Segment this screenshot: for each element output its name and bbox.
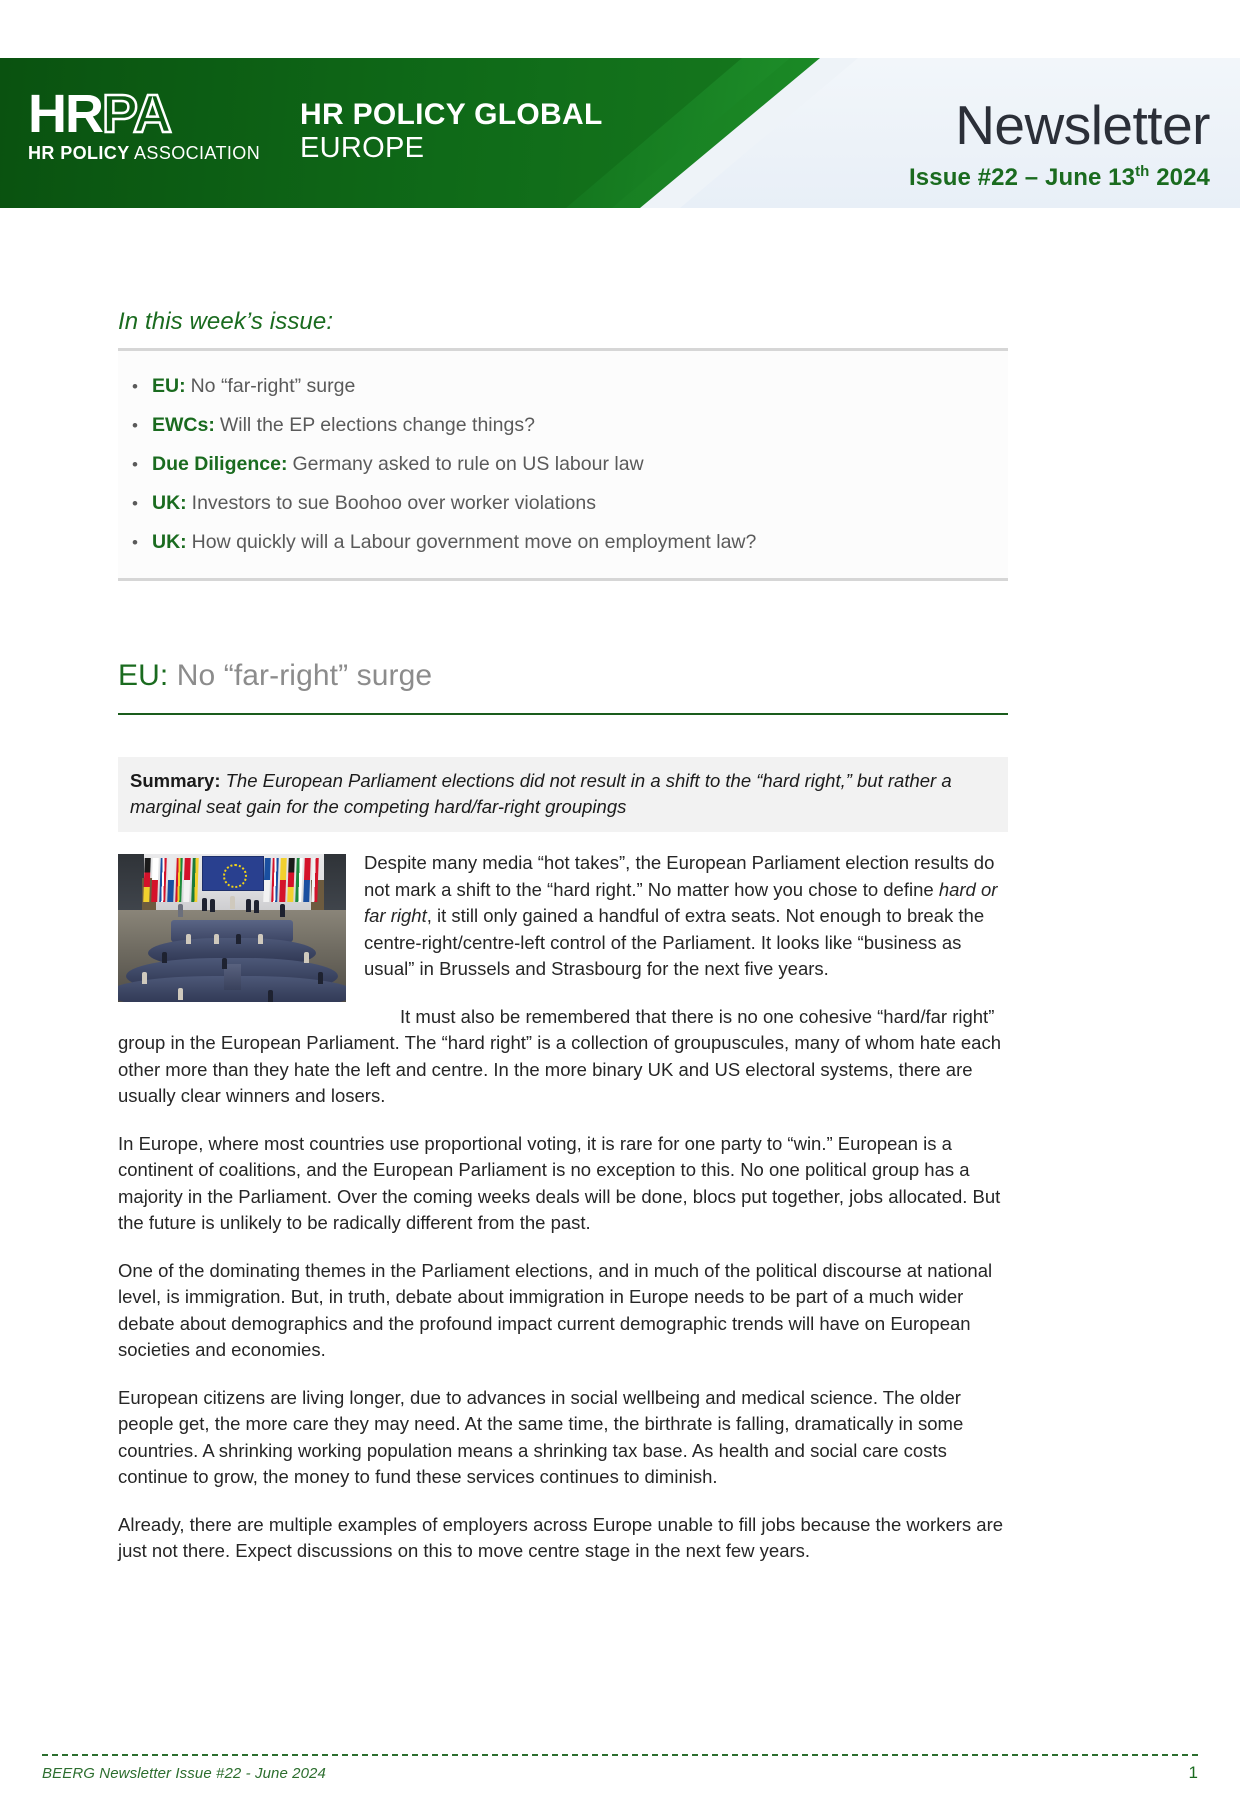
list-item-text: No “far-right” surge <box>190 375 356 397</box>
bullet-icon: • <box>132 494 138 513</box>
list-item-label: UK: <box>152 531 187 553</box>
bullet-icon: • <box>132 416 138 435</box>
paragraph-1-part-b: , it still only gained a handful of extra seats. Not enough to break the centre-right/centre-left control of the Parliament. It looks like “business as usual” in Brussels and Strasbourg for the next five years. <box>364 905 985 979</box>
list-item-label: Due Diligence: <box>152 453 288 475</box>
list-item-label: EU: <box>152 375 186 397</box>
bullet-icon: • <box>132 533 138 552</box>
page-footer <box>42 1754 1198 1783</box>
hr-policy-global-lockup <box>300 98 603 164</box>
eu-stars-icon <box>223 864 247 888</box>
article-divider <box>118 713 1008 715</box>
list-item[interactable] <box>118 406 1008 445</box>
photo-figure <box>222 958 227 969</box>
hrpa-logo <box>28 86 260 164</box>
photo-figure <box>268 990 273 1002</box>
european-parliament-photo <box>118 854 346 1002</box>
list-item-label: EWCs: <box>152 414 215 436</box>
summary-text: The European Parliament elections did not result in a shift to the “hard right,” but rather a marginal seat gain for the competing hard/far-right groupings <box>130 770 952 817</box>
photo-figure <box>178 904 183 917</box>
photo-national-flags-left <box>144 858 202 904</box>
photo-figure <box>210 899 215 912</box>
list-item-text: Germany asked to rule on US labour law <box>292 453 644 475</box>
footer-divider <box>42 1754 1198 1756</box>
summary-label: Summary: <box>130 770 221 791</box>
article-summary <box>118 757 1008 832</box>
photo-figure <box>304 952 309 963</box>
hrpa-logo-subtitle <box>28 143 260 164</box>
footer-row <box>42 1763 1198 1783</box>
photo-figure <box>258 934 263 944</box>
photo-figure <box>280 904 285 917</box>
hrpa-logo-subtitle-light: ASSOCIATION <box>129 143 261 163</box>
list-item-text: Will the EP elections change things? <box>219 414 535 436</box>
photo-figure <box>230 896 235 909</box>
photo-figure <box>236 934 241 944</box>
article-paragraph-5: European citizens are living longer, due to advances in social wellbeing and medical science. The older people get, the more care they may need. At the same time, the birthrate is falling, dramatically in some countries. A shrinking working population means a shrinking tax base. As health and social care costs continue to grow, the money to fund these services continues to diminish. <box>118 1386 964 1487</box>
photo-figure <box>186 934 191 944</box>
article-paragraph-2: It must also be remembered that there is no one cohesive “hard/far right” group in the European Parliament. The “hard right” is a collection of groupuscules, many of whom hate each other more than they hate the left and centre. In the more binary UK and US electoral systems, there are usually clear winners and losers. <box>118 1005 1002 1106</box>
bullet-icon: • <box>132 455 138 474</box>
footer-text: BEERG Newsletter Issue #22 - June 2024 <box>42 1765 326 1782</box>
issue-line <box>730 158 1210 192</box>
contents-heading: In this week’s issue: <box>118 308 334 335</box>
photo-figure <box>202 898 207 911</box>
page-number: 1 <box>1188 1763 1198 1782</box>
list-item[interactable] <box>118 484 1008 523</box>
hrpa-logo-subtitle-bold: HR POLICY <box>28 143 130 163</box>
page-content <box>118 308 1008 1586</box>
list-item-text: Investors to sue Boohoo over worker violations <box>191 492 596 514</box>
hrpa-logo-mark <box>28 86 260 142</box>
photo-figure <box>214 934 219 944</box>
photo-figure <box>162 952 167 963</box>
list-item-text: How quickly will a Labour government move on employment law? <box>191 531 757 553</box>
list-item[interactable] <box>118 523 1008 562</box>
article-paragraph-3: In Europe, where most countries use proportional voting, it is rare for one party to “win.” European is a continent of coalitions, and the European Parliament is no exception to this. No one political group has a majority in the Parliament. Over the coming weeks deals will be done, blocs put together, jobs allocated. But the future is unlikely to be radically different from the past. <box>118 1132 1001 1233</box>
newsletter-masthead <box>730 94 1210 192</box>
article-body <box>118 850 1008 1586</box>
list-item-label: UK: <box>152 492 187 514</box>
photo-figure <box>254 900 259 913</box>
article-title <box>118 659 1008 693</box>
issue-ordinal-suffix: th <box>1135 163 1150 180</box>
eu-flag-banner <box>202 856 264 891</box>
page-title: Newsletter <box>955 94 1210 156</box>
photo-wall-dark-left <box>118 854 144 916</box>
photo-figure <box>246 899 251 912</box>
list-item[interactable] <box>118 367 1008 406</box>
list-item[interactable] <box>118 445 1008 484</box>
paragraph-1-emphasis: hard or far right <box>364 878 998 926</box>
contents-list <box>118 367 1008 562</box>
article-header <box>118 659 1008 715</box>
hrpa-logo-hr: HR <box>28 84 102 144</box>
hr-policy-global-line2: EUROPE <box>300 132 425 164</box>
photo-figure <box>142 972 147 984</box>
paragraph-1-part-a: Despite many media “hot takes”, the European Parliament election results do not mark a shift to the “hard right.” No matter how you chose to define <box>364 852 995 900</box>
page-header <box>0 58 1240 208</box>
article-title-label: EU: <box>118 659 169 692</box>
article-paragraph-4: One of the dominating themes in the Parliament elections, and in much of the political discourse at national level, is immigration. But, in truth, debate about immigration in Europe needs to be part of a much wider debate about demographics and the profound impact current demographic trends will have on European societies and economies. <box>118 1259 993 1360</box>
issue-year: 2024 <box>1149 164 1210 191</box>
article-paragraph-6: Already, there are multiple examples of employers across Europe unable to fill jobs because the workers are just not there. Expect discussions on this to move centre stage in the next few years. <box>118 1513 1004 1561</box>
contents-box <box>118 348 1008 581</box>
photo-wall-dark-right <box>324 854 346 916</box>
photo-national-flags-right <box>264 858 324 904</box>
hrpa-logo-pa: PA <box>102 84 172 144</box>
hr-policy-global-line1: HR POLICY GLOBAL <box>300 98 603 131</box>
photo-figure <box>178 988 183 1000</box>
bullet-icon: • <box>132 377 138 396</box>
photo-figure <box>318 972 323 984</box>
article-title-text: No “far-right” surge <box>168 659 433 692</box>
issue-prefix: Issue #22 – June 13 <box>909 164 1136 191</box>
